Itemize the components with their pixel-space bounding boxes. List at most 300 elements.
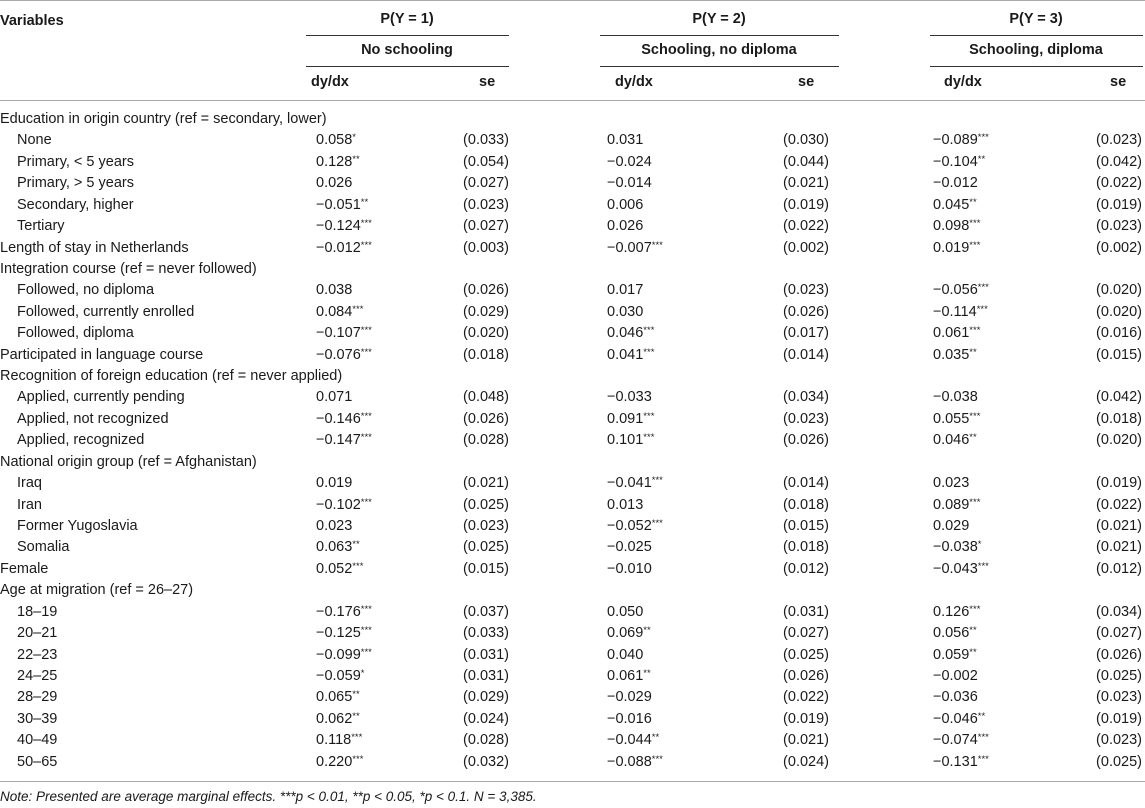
coef-value: −0.102	[316, 496, 361, 513]
section-label: Female	[0, 560, 49, 577]
se-cell: (0.023)	[1096, 689, 1142, 706]
row-label: Primary, < 5 years	[17, 153, 134, 170]
se-cell: (0.023)	[1096, 132, 1142, 149]
group2-prob-header: P(Y = 2)	[692, 11, 746, 27]
coef-value: −0.051	[316, 196, 361, 213]
coef-cell	[607, 238, 663, 259]
group3-underline-2	[930, 66, 1143, 67]
row-label: Applied, recognized	[17, 432, 145, 449]
se-cell: (0.014)	[783, 346, 829, 363]
se-cell: (0.030)	[783, 132, 829, 149]
significance-stars: **	[352, 710, 360, 722]
coef-value: −0.025	[607, 539, 652, 556]
coef-cell	[316, 173, 352, 194]
se-cell: (0.018)	[463, 346, 509, 363]
row-label: Iran	[17, 496, 42, 513]
se-cell: (0.012)	[783, 560, 829, 577]
se-cell: (0.021)	[783, 175, 829, 192]
significance-stars: ***	[651, 517, 663, 529]
coef-cell	[607, 430, 654, 451]
row-label: 28–29	[17, 689, 58, 706]
coef-value: 0.084	[316, 303, 353, 320]
coef-cell	[933, 345, 977, 366]
coef-value: 0.069	[607, 625, 644, 642]
coef-cell	[933, 387, 978, 408]
coef-value: 0.061	[933, 325, 970, 342]
coef-value: −0.099	[316, 646, 361, 663]
coef-value: −0.107	[316, 325, 361, 342]
coef-value: 0.029	[933, 517, 970, 534]
coef-cell	[933, 602, 980, 623]
coef-value: −0.033	[607, 389, 652, 406]
se-cell: (0.022)	[783, 218, 829, 235]
coef-cell	[933, 516, 969, 537]
significance-stars: ***	[360, 218, 372, 230]
se-cell: (0.022)	[783, 689, 829, 706]
coef-value: −0.176	[316, 603, 361, 620]
coef-value: −0.012	[933, 175, 978, 192]
section-label: Participated in language course	[0, 346, 204, 363]
coef-value: −0.046	[933, 710, 978, 727]
coef-value: −0.002	[933, 667, 978, 684]
section-label: Length of stay in Netherlands	[0, 239, 189, 256]
significance-stars: ***	[352, 303, 364, 315]
section-label: National origin group (ref = Afghanistan)	[0, 453, 257, 470]
se-cell: (0.016)	[1096, 325, 1142, 342]
coef-value: −0.024	[607, 153, 652, 170]
significance-stars: ***	[969, 410, 981, 422]
top-rule	[0, 0, 1145, 1]
coef-value: −0.052	[607, 517, 652, 534]
group3-outcome-header: Schooling, diploma	[969, 42, 1103, 58]
coef-value: 0.061	[607, 667, 644, 684]
coef-value: 0.031	[607, 132, 644, 149]
se-cell: (0.029)	[463, 689, 509, 706]
subcol-se-2: se	[798, 74, 815, 90]
coef-value: −0.088	[607, 753, 652, 770]
significance-stars: ***	[643, 432, 655, 444]
significance-stars: ***	[977, 753, 989, 765]
coef-value: 0.056	[933, 625, 970, 642]
row-label: None	[17, 132, 52, 149]
se-cell: (0.027)	[463, 175, 509, 192]
se-cell: (0.023)	[783, 410, 829, 427]
row-label: 30–39	[17, 710, 58, 727]
subcol-dydx-2: dy/dx	[615, 74, 653, 90]
se-cell: (0.026)	[463, 282, 509, 299]
significance-stars: **	[969, 646, 977, 658]
group3-underline-1	[930, 35, 1143, 36]
coef-cell	[607, 730, 659, 751]
coef-value: 0.058	[316, 132, 353, 149]
coef-cell	[933, 666, 978, 687]
se-cell: (0.020)	[1096, 432, 1142, 449]
se-cell: (0.025)	[463, 496, 509, 513]
significance-stars: ***	[969, 603, 981, 615]
se-cell: (0.048)	[463, 389, 509, 406]
coef-value: 0.059	[933, 646, 970, 663]
se-cell: (0.003)	[463, 239, 509, 256]
group1-outcome-header: No schooling	[361, 42, 453, 58]
row-label: Secondary, higher	[17, 196, 134, 213]
coef-cell	[607, 195, 643, 216]
se-cell: (0.028)	[463, 732, 509, 749]
coef-value: −0.038	[933, 389, 978, 406]
significance-stars: **	[352, 539, 360, 551]
row-label: Followed, no diploma	[17, 282, 155, 299]
header-rule	[0, 100, 1145, 101]
significance-stars: ***	[352, 753, 364, 765]
se-cell: (0.002)	[1096, 239, 1142, 256]
significance-stars: ***	[977, 732, 989, 744]
significance-stars: ***	[360, 432, 372, 444]
coef-value: 0.006	[607, 196, 644, 213]
se-cell: (0.023)	[463, 517, 509, 534]
coef-cell	[933, 323, 980, 344]
coef-cell	[607, 516, 663, 537]
significance-stars: ***	[969, 239, 981, 251]
significance-stars: *	[360, 667, 365, 679]
significance-stars: **	[969, 196, 977, 208]
significance-stars: **	[977, 153, 986, 165]
coef-value: 0.013	[607, 496, 644, 513]
section-label: Education in origin country (ref = secondary, lower)	[0, 111, 327, 127]
significance-stars: **	[352, 153, 360, 165]
coef-value: −0.012	[316, 239, 361, 256]
coef-value: 0.128	[316, 153, 353, 170]
coef-cell	[607, 645, 643, 666]
significance-stars: ***	[352, 560, 364, 572]
se-cell: (0.018)	[783, 496, 829, 513]
coef-value: 0.091	[607, 410, 644, 427]
row-label: Applied, currently pending	[17, 389, 185, 406]
coef-value: 0.041	[607, 346, 644, 363]
table-note: Note: Presented are average marginal effects. ***p < 0.01, **p < 0.05, *p < 0.1. N = 3,385.	[0, 789, 537, 804]
coef-cell	[933, 173, 978, 194]
coef-cell	[316, 323, 372, 344]
section-label: Recognition of foreign education (ref = never applied)	[0, 368, 343, 385]
coef-cell	[316, 559, 363, 580]
se-cell: (0.025)	[463, 539, 509, 556]
coef-value: 0.052	[316, 560, 353, 577]
coef-cell	[933, 430, 977, 451]
se-cell: (0.029)	[463, 303, 509, 320]
se-cell: (0.031)	[783, 603, 829, 620]
coef-value: 0.030	[607, 303, 644, 320]
se-cell: (0.024)	[463, 710, 509, 727]
row-label: Applied, not recognized	[17, 410, 169, 427]
coef-cell	[607, 387, 652, 408]
se-cell: (0.020)	[1096, 303, 1142, 320]
significance-stars: ***	[643, 410, 655, 422]
coef-cell	[607, 495, 643, 516]
coef-cell	[607, 216, 643, 237]
significance-stars: ***	[360, 239, 372, 251]
coef-value: −0.014	[607, 175, 652, 192]
se-cell: (0.034)	[783, 389, 829, 406]
se-cell: (0.042)	[1096, 153, 1142, 170]
coef-value: −0.056	[933, 282, 978, 299]
significance-stars: ***	[360, 410, 372, 422]
se-cell: (0.054)	[463, 153, 509, 170]
coef-value: −0.059	[316, 667, 361, 684]
se-cell: (0.019)	[1096, 196, 1142, 213]
coef-cell	[607, 130, 643, 151]
se-cell: (0.022)	[1096, 175, 1142, 192]
coef-value: 0.046	[607, 325, 644, 342]
coef-value: 0.026	[607, 218, 644, 235]
coef-cell	[316, 430, 372, 451]
significance-stars: *	[352, 132, 356, 144]
significance-stars: **	[969, 346, 977, 358]
significance-stars: ***	[360, 496, 372, 508]
coef-cell	[316, 195, 368, 216]
se-cell: (0.037)	[463, 603, 509, 620]
variables-header: Variables	[0, 13, 64, 29]
coef-cell	[607, 302, 643, 323]
coef-value: 0.065	[316, 689, 353, 706]
se-cell: (0.033)	[463, 625, 509, 642]
coef-value: 0.046	[933, 432, 970, 449]
coef-cell	[607, 559, 652, 580]
coef-cell	[316, 473, 352, 494]
coef-value: 0.062	[316, 710, 353, 727]
coef-cell	[933, 752, 989, 773]
section-label: Age at migration (ref = 26–27)	[0, 582, 194, 599]
se-cell: (0.015)	[1096, 346, 1142, 363]
coef-cell	[607, 623, 651, 644]
se-cell: (0.025)	[1096, 753, 1142, 770]
significance-stars: **	[643, 625, 651, 637]
coef-cell	[933, 130, 989, 151]
coef-cell	[607, 152, 652, 173]
coef-cell	[607, 537, 652, 558]
coef-cell	[933, 195, 977, 216]
coef-value: −0.074	[933, 732, 978, 749]
coef-cell	[316, 238, 372, 259]
significance-stars: ***	[976, 303, 988, 315]
group1-underline-1	[306, 35, 509, 36]
coef-cell	[316, 216, 372, 237]
significance-stars: **	[651, 732, 660, 744]
significance-stars: ***	[360, 625, 372, 637]
coef-cell	[933, 709, 985, 730]
coef-cell	[933, 623, 977, 644]
row-label: 20–21	[17, 625, 58, 642]
se-cell: (0.002)	[783, 239, 829, 256]
subcol-se-1: se	[479, 74, 496, 90]
coef-value: 0.050	[607, 603, 644, 620]
group3-prob-header: P(Y = 3)	[1009, 11, 1063, 27]
coef-cell	[607, 345, 654, 366]
row-label: Tertiary	[17, 218, 65, 235]
se-cell: (0.019)	[783, 196, 829, 213]
coef-cell	[933, 645, 977, 666]
coef-value: 0.019	[316, 475, 353, 492]
significance-stars: ***	[651, 239, 663, 251]
coef-value: 0.101	[607, 432, 644, 449]
significance-stars: ***	[643, 346, 655, 358]
row-label: 22–23	[17, 646, 58, 663]
coef-value: −0.089	[933, 132, 978, 149]
se-cell: (0.023)	[1096, 732, 1142, 749]
coef-value: −0.038	[933, 539, 978, 556]
se-cell: (0.024)	[783, 753, 829, 770]
coef-value: −0.104	[933, 153, 978, 170]
coef-cell	[607, 602, 643, 623]
coef-cell	[316, 537, 360, 558]
coef-value: −0.043	[933, 560, 978, 577]
coef-cell	[933, 152, 985, 173]
coef-value: 0.045	[933, 196, 970, 213]
coef-value: −0.016	[607, 710, 652, 727]
significance-stars: **	[360, 196, 369, 208]
coef-value: −0.010	[607, 560, 652, 577]
row-label: 24–25	[17, 667, 58, 684]
se-cell: (0.019)	[1096, 475, 1142, 492]
coef-value: 0.040	[607, 646, 644, 663]
row-label: Iraq	[17, 475, 42, 492]
coef-cell	[607, 409, 654, 430]
coef-value: 0.126	[933, 603, 970, 620]
se-cell: (0.026)	[783, 303, 829, 320]
coef-cell	[607, 666, 651, 687]
se-cell: (0.023)	[783, 282, 829, 299]
coef-value: 0.023	[316, 517, 353, 534]
se-cell: (0.027)	[783, 625, 829, 642]
coef-cell	[933, 473, 969, 494]
row-label: 50–65	[17, 753, 58, 770]
group1-underline-2	[306, 66, 509, 67]
se-cell: (0.025)	[1096, 667, 1142, 684]
se-cell: (0.021)	[463, 475, 509, 492]
coef-cell	[607, 709, 652, 730]
significance-stars: **	[643, 667, 651, 679]
coef-cell	[316, 602, 372, 623]
se-cell: (0.044)	[783, 153, 829, 170]
coef-cell	[933, 302, 988, 323]
coef-cell	[933, 559, 989, 580]
coef-cell	[933, 409, 980, 430]
coef-cell	[316, 152, 360, 173]
se-cell: (0.021)	[1096, 517, 1142, 534]
significance-stars: ***	[977, 560, 989, 572]
coef-value: 0.017	[607, 282, 644, 299]
se-cell: (0.025)	[783, 646, 829, 663]
coef-cell	[933, 730, 989, 751]
coef-cell	[933, 238, 980, 259]
se-cell: (0.022)	[1096, 496, 1142, 513]
se-cell: (0.033)	[463, 132, 509, 149]
se-cell: (0.020)	[463, 325, 509, 342]
coef-value: −0.041	[607, 475, 652, 492]
significance-stars: ***	[977, 282, 989, 294]
se-cell: (0.021)	[1096, 539, 1142, 556]
coef-cell	[933, 280, 989, 301]
significance-stars: **	[969, 625, 977, 637]
se-cell: (0.026)	[463, 410, 509, 427]
significance-stars: **	[977, 710, 986, 722]
se-cell: (0.028)	[463, 432, 509, 449]
se-cell: (0.020)	[1096, 282, 1142, 299]
coef-value: 0.038	[316, 282, 353, 299]
se-cell: (0.014)	[783, 475, 829, 492]
bottom-rule	[0, 781, 1145, 782]
group2-underline-1	[600, 35, 839, 36]
coef-value: 0.098	[933, 218, 970, 235]
coef-cell	[607, 323, 654, 344]
coef-value: 0.063	[316, 539, 353, 556]
se-cell: (0.031)	[463, 646, 509, 663]
group1-prob-header: P(Y = 1)	[380, 11, 434, 27]
significance-stars: *	[977, 539, 982, 551]
coef-cell	[316, 280, 352, 301]
se-cell: (0.023)	[463, 196, 509, 213]
coef-value: 0.023	[933, 475, 970, 492]
coef-value: −0.007	[607, 239, 652, 256]
coef-cell	[316, 130, 356, 151]
row-label: Followed, diploma	[17, 325, 134, 342]
se-cell: (0.015)	[463, 560, 509, 577]
se-cell: (0.023)	[1096, 218, 1142, 235]
se-cell: (0.019)	[1096, 710, 1142, 727]
coef-cell	[316, 302, 363, 323]
se-cell: (0.042)	[1096, 389, 1142, 406]
se-cell: (0.018)	[783, 539, 829, 556]
coef-value: −0.146	[316, 410, 361, 427]
coef-cell	[607, 752, 663, 773]
coef-value: −0.029	[607, 689, 652, 706]
coef-cell	[607, 173, 652, 194]
coef-value: 0.118	[316, 732, 352, 749]
coef-value: −0.114	[933, 303, 977, 320]
coef-value: 0.220	[316, 753, 353, 770]
coef-cell	[607, 280, 643, 301]
se-cell: (0.027)	[463, 218, 509, 235]
row-label: Somalia	[17, 539, 70, 556]
significance-stars: ***	[969, 496, 981, 508]
se-cell: (0.026)	[1096, 646, 1142, 663]
subcol-dydx-1: dy/dx	[311, 74, 349, 90]
coef-value: 0.019	[933, 239, 970, 256]
coef-value: 0.089	[933, 496, 970, 513]
coef-value: 0.035	[933, 346, 970, 363]
row-label: 18–19	[17, 603, 58, 620]
coef-value: −0.036	[933, 689, 978, 706]
coef-cell	[316, 645, 372, 666]
significance-stars: ***	[969, 218, 981, 230]
se-cell: (0.027)	[1096, 625, 1142, 642]
subcol-dydx-3: dy/dx	[944, 74, 982, 90]
row-label: Followed, currently enrolled	[17, 303, 195, 320]
coef-cell	[933, 537, 981, 558]
se-cell: (0.019)	[783, 710, 829, 727]
coef-value: −0.044	[607, 732, 652, 749]
significance-stars: ***	[977, 132, 989, 144]
coef-value: −0.131	[933, 753, 978, 770]
coef-cell	[316, 516, 352, 537]
row-label: Former Yugoslavia	[17, 517, 138, 534]
significance-stars: ***	[360, 346, 372, 358]
row-label: Primary, > 5 years	[17, 175, 134, 192]
se-cell: (0.034)	[1096, 603, 1142, 620]
se-cell: (0.032)	[463, 753, 509, 770]
se-cell: (0.015)	[783, 517, 829, 534]
significance-stars: **	[352, 689, 360, 701]
se-cell: (0.026)	[783, 667, 829, 684]
coef-cell	[607, 687, 652, 708]
coef-value: 0.055	[933, 410, 970, 427]
